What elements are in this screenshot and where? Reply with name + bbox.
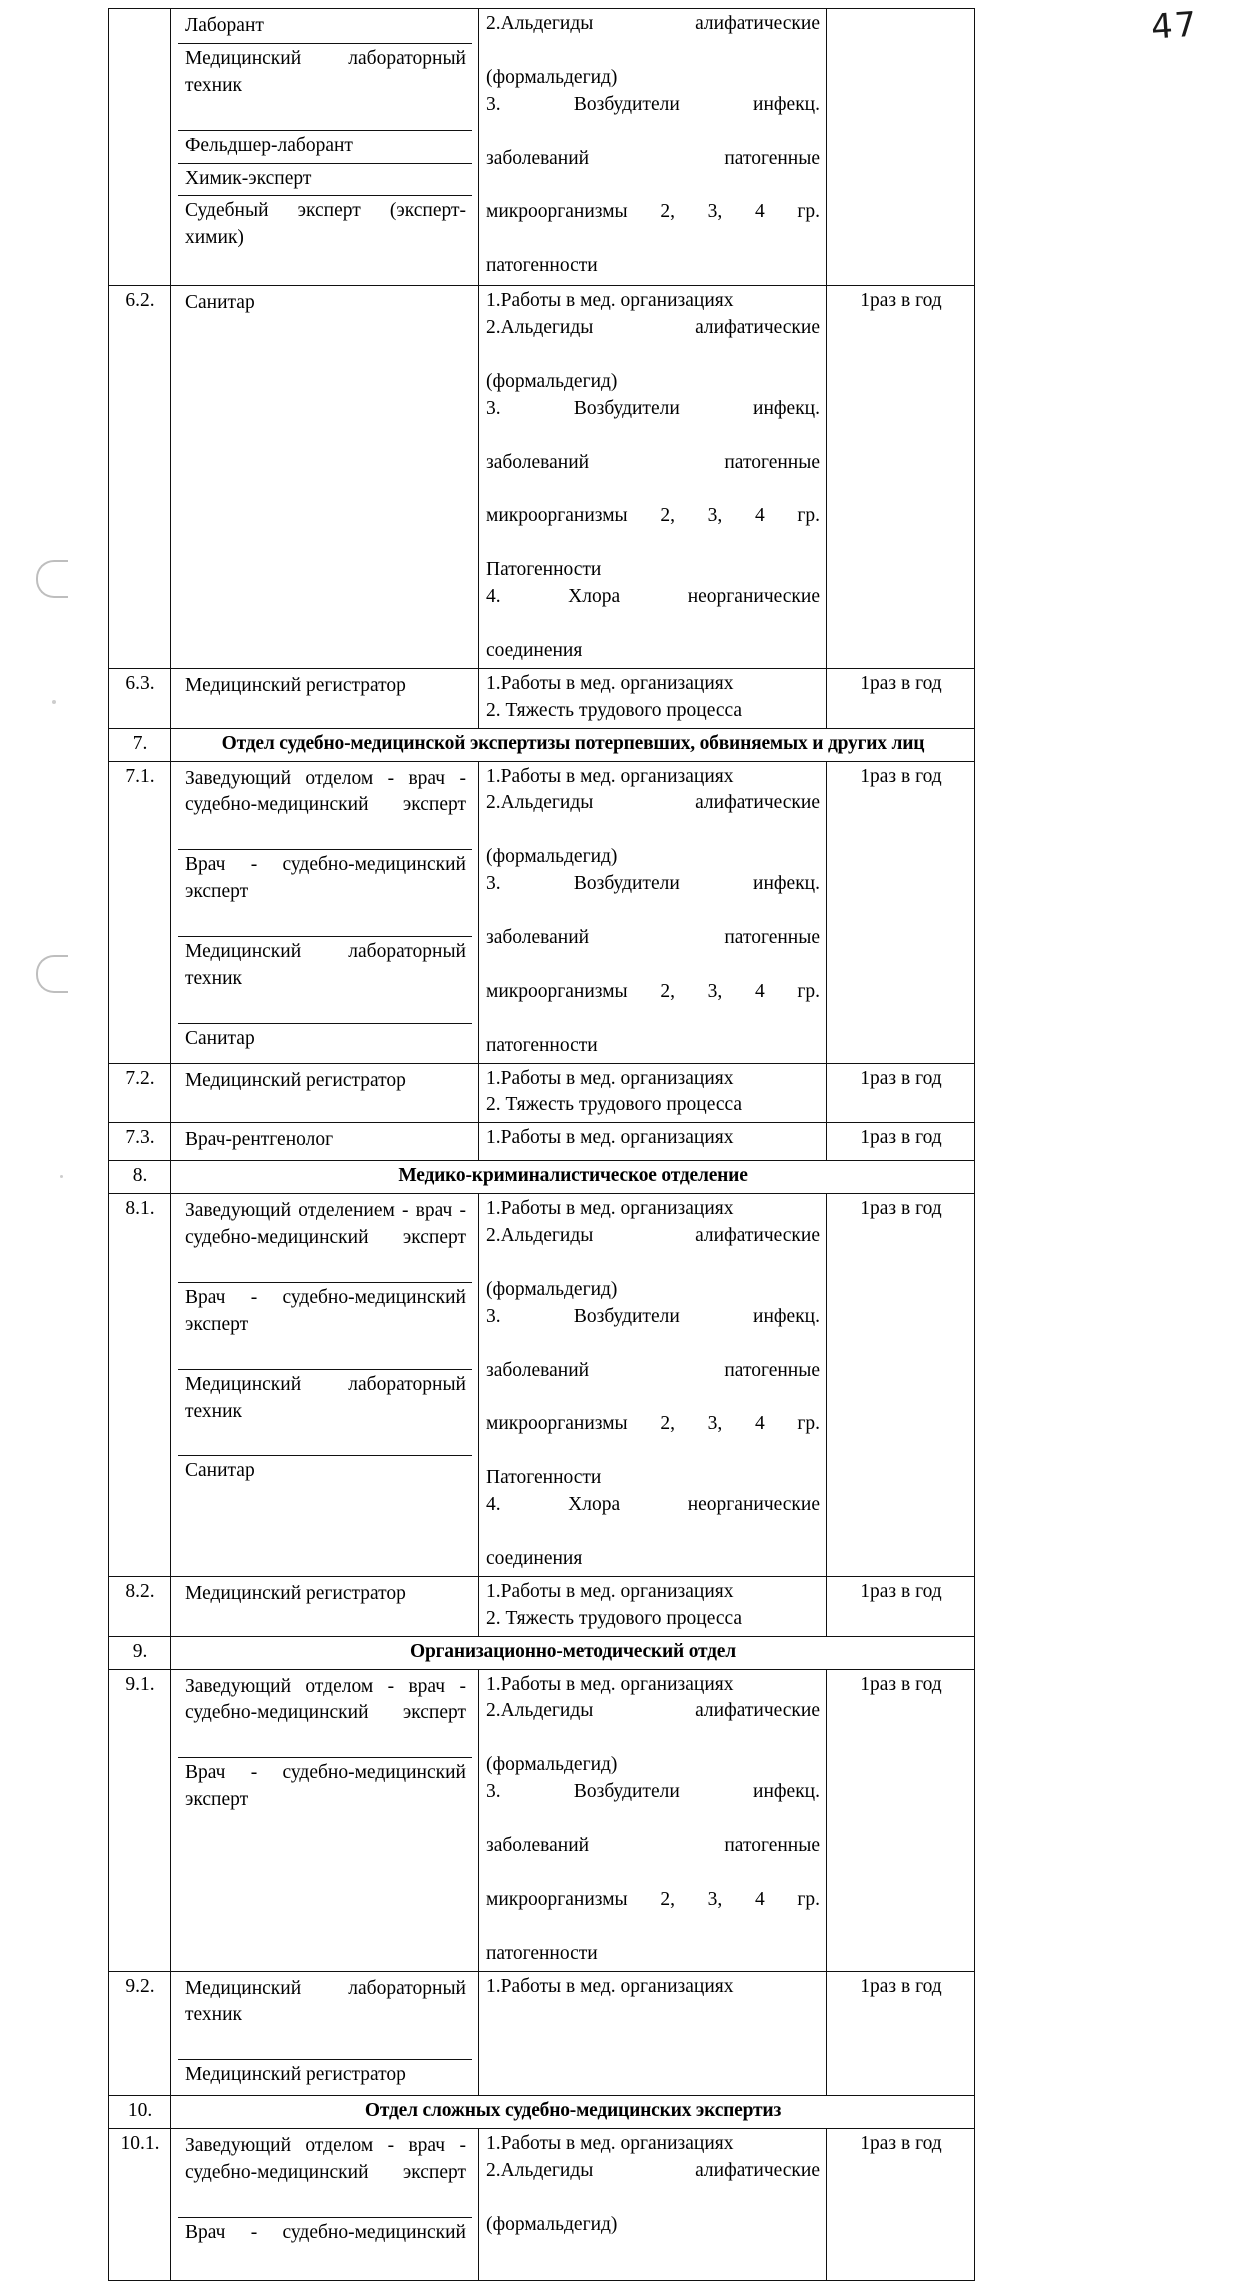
position-item: Врач-рентгенолог — [185, 1129, 334, 1151]
row-number-cell: 6.2. — [109, 286, 171, 669]
hazard-line: (формальдегид) — [486, 2213, 618, 2235]
hazard-line: микроорганизмы 2, 3, 4 гр. — [486, 201, 820, 223]
positions-cell — [171, 1971, 479, 2096]
positions-cell — [171, 9, 479, 286]
row-number-cell: 8.1. — [109, 1194, 171, 1577]
hazard-line: 3. Возбудители инфекц. — [486, 873, 820, 895]
section-title-cell: Отдел сложных судебно-медицинских экспертиз — [171, 2096, 975, 2129]
position-stack — [178, 1125, 472, 1157]
frequency-cell: 1раз в год — [827, 1576, 975, 1636]
hazard-line: 1.Работы в мед. организациях — [486, 1127, 734, 1149]
hazard-line: 2.Альдегиды алифатические — [486, 13, 820, 34]
hazard-line: заболеваний патогенные — [486, 927, 820, 948]
hazard-line: 1.Работы в мед. организациях — [486, 1198, 734, 1220]
row-number-cell: 10.1. — [109, 2129, 171, 2281]
frequency-cell: 1раз в год — [827, 761, 975, 1063]
positions-cell — [171, 761, 479, 1063]
position-item: Заведующий отделом - врач - судебно-медицинский эксперт — [178, 1672, 472, 1759]
hazard-line: микроорганизмы 2, 3, 4 гр. — [486, 980, 820, 1002]
frequency-cell: 1раз в год — [827, 1669, 975, 1971]
hazard-line: 1.Работы в мед. организациях — [486, 1067, 734, 1089]
positions-cell — [171, 1063, 479, 1123]
hazard-line: (формальдегид) — [486, 66, 618, 88]
table-row — [109, 668, 975, 728]
position-item: Медицинский лабораторный техник — [178, 1974, 472, 2061]
table-row — [109, 1971, 975, 2096]
row-number-cell: 9.1. — [109, 1669, 171, 1971]
positions-cell — [171, 286, 479, 669]
position-item: Медицинский лабораторный техник — [178, 937, 472, 1024]
section-number-cell: 9. — [109, 1636, 171, 1669]
binder-hole-mark-lower — [36, 955, 68, 993]
position-stack — [178, 1672, 472, 1844]
section-title-cell: Медико-криминалистическое отделение — [171, 1161, 975, 1194]
frequency-cell: 1раз в год — [827, 1971, 975, 2096]
position-item: Судебный эксперт (эксперт-химик) — [185, 200, 466, 249]
position-stack — [178, 1974, 472, 2093]
positions-cell — [171, 668, 479, 728]
hazard-line: 1.Работы в мед. организациях — [486, 290, 734, 312]
hazard-line: заболеваний патогенные — [486, 1835, 820, 1856]
table-row — [109, 2129, 975, 2281]
hazard-line: микроорганизмы 2, 3, 4 гр. — [486, 1888, 820, 1910]
hazard-line: Патогенности — [486, 1467, 602, 1489]
frequency-cell: 1раз в год — [827, 1123, 975, 1161]
position-item: Врач - судебно-медицинский — [185, 2221, 466, 2243]
hazard-line: (формальдегид) — [486, 1278, 618, 1300]
hazard-factors-cell — [479, 1669, 827, 1971]
hazard-line: микроорганизмы 2, 3, 4 гр. — [486, 505, 820, 527]
section-header-row — [109, 1161, 975, 1194]
hazard-line: 1.Работы в мед. организациях — [486, 672, 734, 694]
position-stack — [178, 2131, 472, 2277]
table-row — [109, 1063, 975, 1123]
position-item: Санитар — [185, 1027, 255, 1049]
hazard-line: микроорганизмы 2, 3, 4 гр. — [486, 1413, 820, 1435]
hazard-line: 2. Тяжесть трудового процесса — [486, 699, 743, 721]
position-item: Медицинский регистратор — [185, 1582, 406, 1604]
hazard-line: 1.Работы в мед. организациях — [486, 1580, 734, 1602]
hazard-factors-cell — [479, 2129, 827, 2281]
position-item: Врач - судебно-медицинский эксперт — [178, 850, 472, 937]
row-number-cell: 7.2. — [109, 1063, 171, 1123]
hazard-line: (формальдегид) — [486, 846, 618, 868]
hazard-line: 1.Работы в мед. организациях — [486, 1673, 734, 1695]
table-row — [109, 9, 975, 286]
frequency-cell: 1раз в год — [827, 2129, 975, 2281]
position-item: Медицинский регистратор — [185, 674, 406, 696]
hazard-line: патогенности — [486, 255, 598, 277]
position-item: Химик-эксперт — [178, 164, 472, 197]
table-row — [109, 761, 975, 1063]
position-item: Санитар — [185, 292, 255, 314]
section-number-cell: 7. — [109, 728, 171, 761]
frequency-cell: 1раз в год — [827, 1063, 975, 1123]
hazard-factors-cell — [479, 668, 827, 728]
frequency-cell: 1раз в год — [827, 668, 975, 728]
section-title-cell: Отдел судебно-медицинской экспертизы потерпевших, обвиняемых и других лиц — [171, 728, 975, 761]
row-number-cell: 9.2. — [109, 1971, 171, 2096]
hazard-line: 3. Возбудители инфекц. — [486, 1781, 820, 1803]
row-number-cell: 7.1. — [109, 761, 171, 1063]
position-item: Медицинский лабораторный техник — [178, 44, 472, 131]
positions-cell — [171, 1123, 479, 1161]
position-stack — [178, 1196, 472, 1488]
hazard-line: 2.Альдегиды алифатические — [486, 792, 820, 814]
hazard-line: 3. Возбудители инфекц. — [486, 397, 820, 419]
row-number-cell: 8.2. — [109, 1576, 171, 1636]
hazard-line: заболеваний патогенные — [486, 451, 820, 473]
hazard-line: 3. Возбудители инфекц. — [486, 93, 820, 115]
positions-cell — [171, 1576, 479, 1636]
hazard-line: 2.Альдегиды алифатические — [486, 1700, 820, 1722]
position-item: Медицинский лабораторный техник — [178, 1370, 472, 1457]
position-stack — [178, 1066, 472, 1098]
hazard-line: соединения — [486, 639, 583, 661]
hazard-line: 2.Альдегиды алифатические — [486, 317, 820, 339]
table-row — [109, 1669, 975, 1971]
frequency-cell — [827, 9, 975, 286]
hazard-line: соединения — [486, 1547, 583, 1569]
frequency-cell: 1раз в год — [827, 286, 975, 669]
hazard-line: 1.Работы в мед. организациях — [486, 765, 734, 787]
positions-cell — [171, 1669, 479, 1971]
position-stack — [178, 671, 472, 703]
hazard-line: 2.Альдегиды алифатические — [486, 2159, 820, 2181]
hazard-line: 1.Работы в мед. организациях — [486, 1975, 734, 1997]
position-item: Врач - судебно-медицинский эксперт — [178, 1283, 472, 1370]
hazard-line: (формальдегид) — [486, 1754, 618, 1776]
hazard-factors-cell — [479, 286, 827, 669]
hazard-line: 1.Работы в мед. организациях — [486, 2133, 734, 2155]
binder-hole-mark-upper — [36, 560, 68, 598]
position-item: Медицинский регистратор — [185, 2064, 406, 2086]
hazard-line: 2. Тяжесть трудового процесса — [486, 1094, 743, 1116]
position-stack — [178, 11, 472, 282]
table-row — [109, 1194, 975, 1577]
table-row — [109, 1123, 975, 1161]
position-item: Заведующий отделом - врач - судебно-медицинский эксперт — [178, 764, 472, 851]
table-row — [109, 1576, 975, 1636]
position-item: Заведующий отделом - врач - судебно-медицинский эксперт — [178, 2131, 472, 2218]
position-stack — [178, 764, 472, 1056]
hazard-line: патогенности — [486, 1034, 598, 1056]
position-stack — [178, 288, 472, 320]
hazard-line: заболеваний патогенные — [486, 1359, 820, 1381]
hazard-line: 4. Хлора неорганические — [486, 586, 820, 608]
section-header-row — [109, 2096, 975, 2129]
frequency-cell: 1раз в год — [827, 1194, 975, 1577]
handwritten-folio-number: 47 — [1149, 4, 1200, 48]
position-item: Медицинский регистратор — [185, 1069, 406, 1091]
position-item: Санитар — [185, 1460, 255, 1482]
occupational-hazard-table — [108, 8, 975, 2281]
position-item: Лаборант — [178, 11, 472, 44]
hazard-line: (формальдегид) — [486, 370, 618, 392]
row-number-cell: 6.3. — [109, 668, 171, 728]
positions-cell — [171, 2129, 479, 2281]
hazard-line: 2. Тяжесть трудового процесса — [486, 1607, 743, 1629]
hazard-factors-cell — [479, 1194, 827, 1577]
position-item: Врач - судебно-медицинский эксперт — [185, 1762, 466, 1811]
hazard-factors-cell — [479, 1576, 827, 1636]
row-number-cell — [109, 9, 171, 286]
positions-cell — [171, 1194, 479, 1577]
section-number-cell: 8. — [109, 1161, 171, 1194]
hazard-factors-cell — [479, 1123, 827, 1161]
scan-speck — [52, 700, 56, 704]
hazard-factors-cell — [479, 1971, 827, 2096]
position-stack — [178, 1579, 472, 1611]
hazard-line: 3. Возбудители инфекц. — [486, 1305, 820, 1327]
row-number-cell: 7.3. — [109, 1123, 171, 1161]
hazard-line: 4. Хлора неорганические — [486, 1494, 820, 1516]
scan-speck — [60, 1175, 63, 1178]
hazard-factors-cell — [479, 1063, 827, 1123]
hazard-factors-cell — [479, 761, 827, 1063]
table-row — [109, 286, 975, 669]
section-number-cell: 10. — [109, 2096, 171, 2129]
section-title-cell: Организационно-методический отдел — [171, 1636, 975, 1669]
position-item: Фельдшер-лаборант — [178, 131, 472, 164]
hazard-line: Патогенности — [486, 559, 602, 581]
hazard-line: 2.Альдегиды алифатические — [486, 1225, 820, 1247]
position-item: Заведующий отделением - врач - судебно-медицинский эксперт — [178, 1196, 472, 1283]
section-header-row — [109, 728, 975, 761]
section-header-row — [109, 1636, 975, 1669]
hazard-factors-cell — [479, 9, 827, 286]
hazard-line: патогенности — [486, 1942, 598, 1964]
hazard-line: заболеваний патогенные — [486, 147, 820, 169]
